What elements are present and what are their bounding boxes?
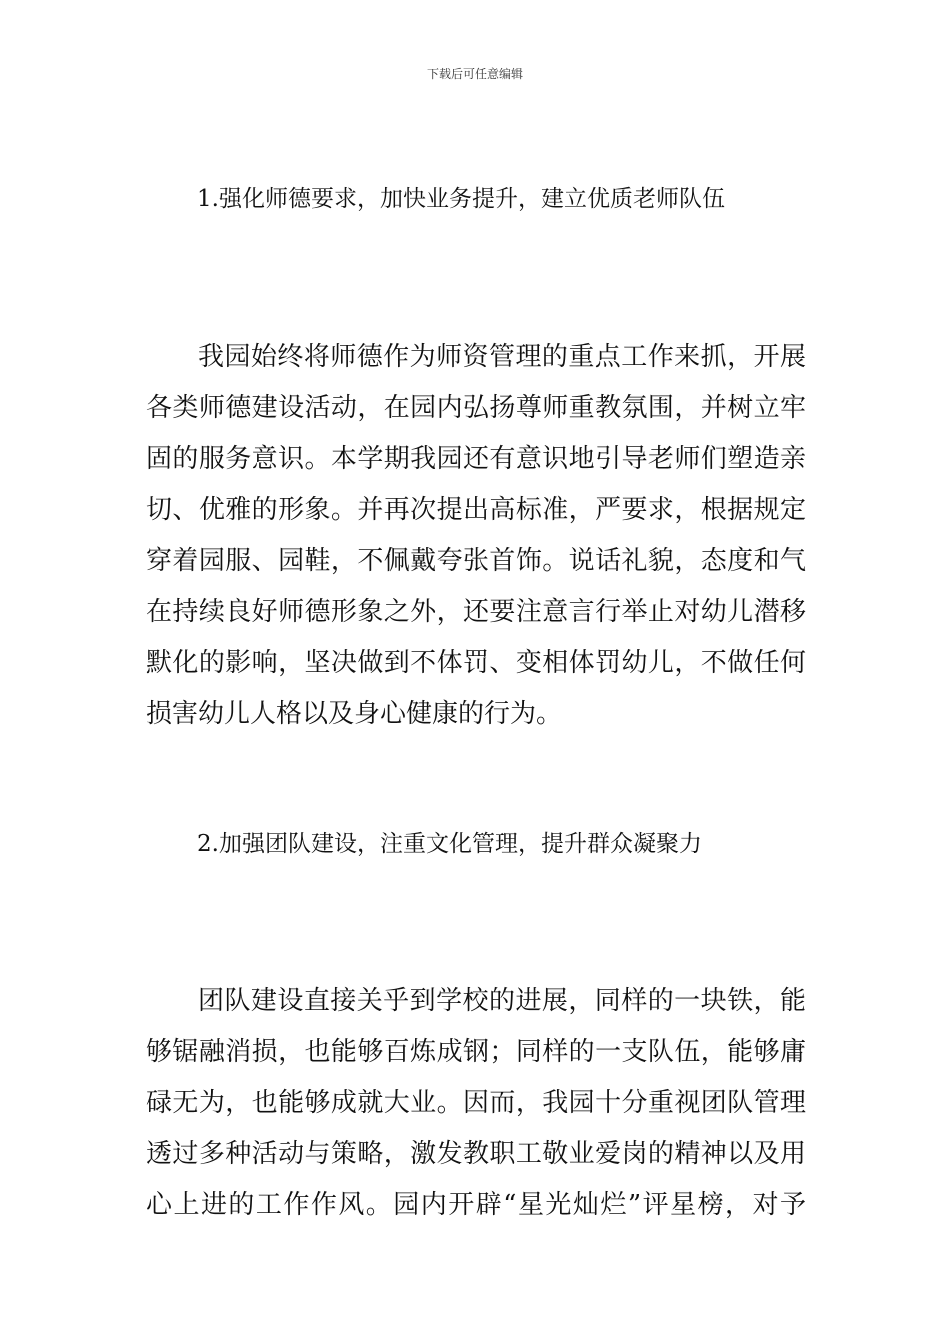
page-header: 下载后可任意编辑 xyxy=(426,67,523,81)
paragraph-line: 团队建设直接关乎到学校的进展，同样的一块铁，能 xyxy=(198,986,806,1016)
paragraph-line: 损害幼儿人格以及身心健康的行为。 xyxy=(146,699,563,729)
paragraph-line: 默化的影响，坚决做到不体罚、变相体罚幼儿，不做任何 xyxy=(146,648,806,678)
paragraph-line: 在持续良好师德形象之外，还要注意言行举止对幼儿潜移 xyxy=(146,597,806,627)
paragraph-line: 透过多种活动与策略，激发教职工敬业爱岗的精神以及用 xyxy=(146,1139,806,1169)
paragraph-line: 心上进的工作作风。园内开辟“星光灿烂”评星榜，对予 xyxy=(146,1190,806,1220)
section-paragraph-1 xyxy=(146,332,806,740)
paragraph-line: 够锯融消损，也能够百炼成钢；同样的一支队伍，能够庸 xyxy=(146,1037,806,1067)
section-heading-1: 1.强化师德要求，加快业务提升，建立优质老师队伍 xyxy=(197,186,725,212)
section-paragraph-2 xyxy=(146,976,806,1231)
paragraph-line: 碌无为，也能够成就大业。因而，我园十分重视团队管理 xyxy=(146,1088,806,1118)
paragraph-line: 切、优雅的形象。并再次提出高标准，严要求，根据规定 xyxy=(146,495,806,525)
paragraph-line: 我园始终将师德作为师资管理的重点工作来抓，开展 xyxy=(198,342,806,372)
paragraph-line: 穿着园服、园鞋，不佩戴夸张首饰。说话礼貌，态度和气 xyxy=(146,546,806,576)
paragraph-line: 各类师德建设活动，在园内弘扬尊师重教氛围，并树立牢 xyxy=(146,393,806,423)
section-heading-2: 2.加强团队建设，注重文化管理，提升群众凝聚力 xyxy=(197,831,702,857)
paragraph-line: 固的服务意识。本学期我园还有意识地引导老师们塑造亲 xyxy=(146,444,806,474)
